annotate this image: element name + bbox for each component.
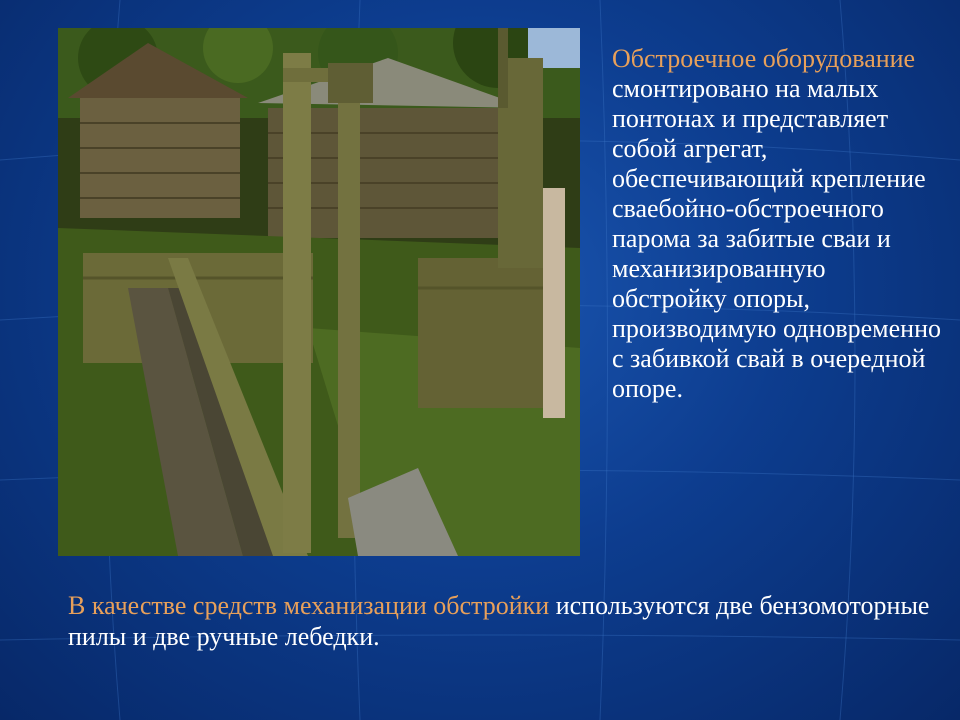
description-text (612, 44, 942, 404)
equipment-photo (58, 28, 580, 556)
mechanization-body: используются две бензомоторные пилы и две ручные лебедки. (68, 591, 930, 651)
description-body: смонтировано на малых понтонах и представляет собой агрегат, обеспечивающий крепление сваебойно-обстроечного парома за забитые сваи и механизированную обстройку опоры, производимую одновременно с забивкой свай в очередной опоре. (612, 74, 941, 403)
description-accent: Обстроечное оборудование (612, 44, 916, 73)
mechanization-accent: В качестве средств механизации обстройки (68, 591, 550, 620)
mechanization-text (68, 590, 938, 652)
